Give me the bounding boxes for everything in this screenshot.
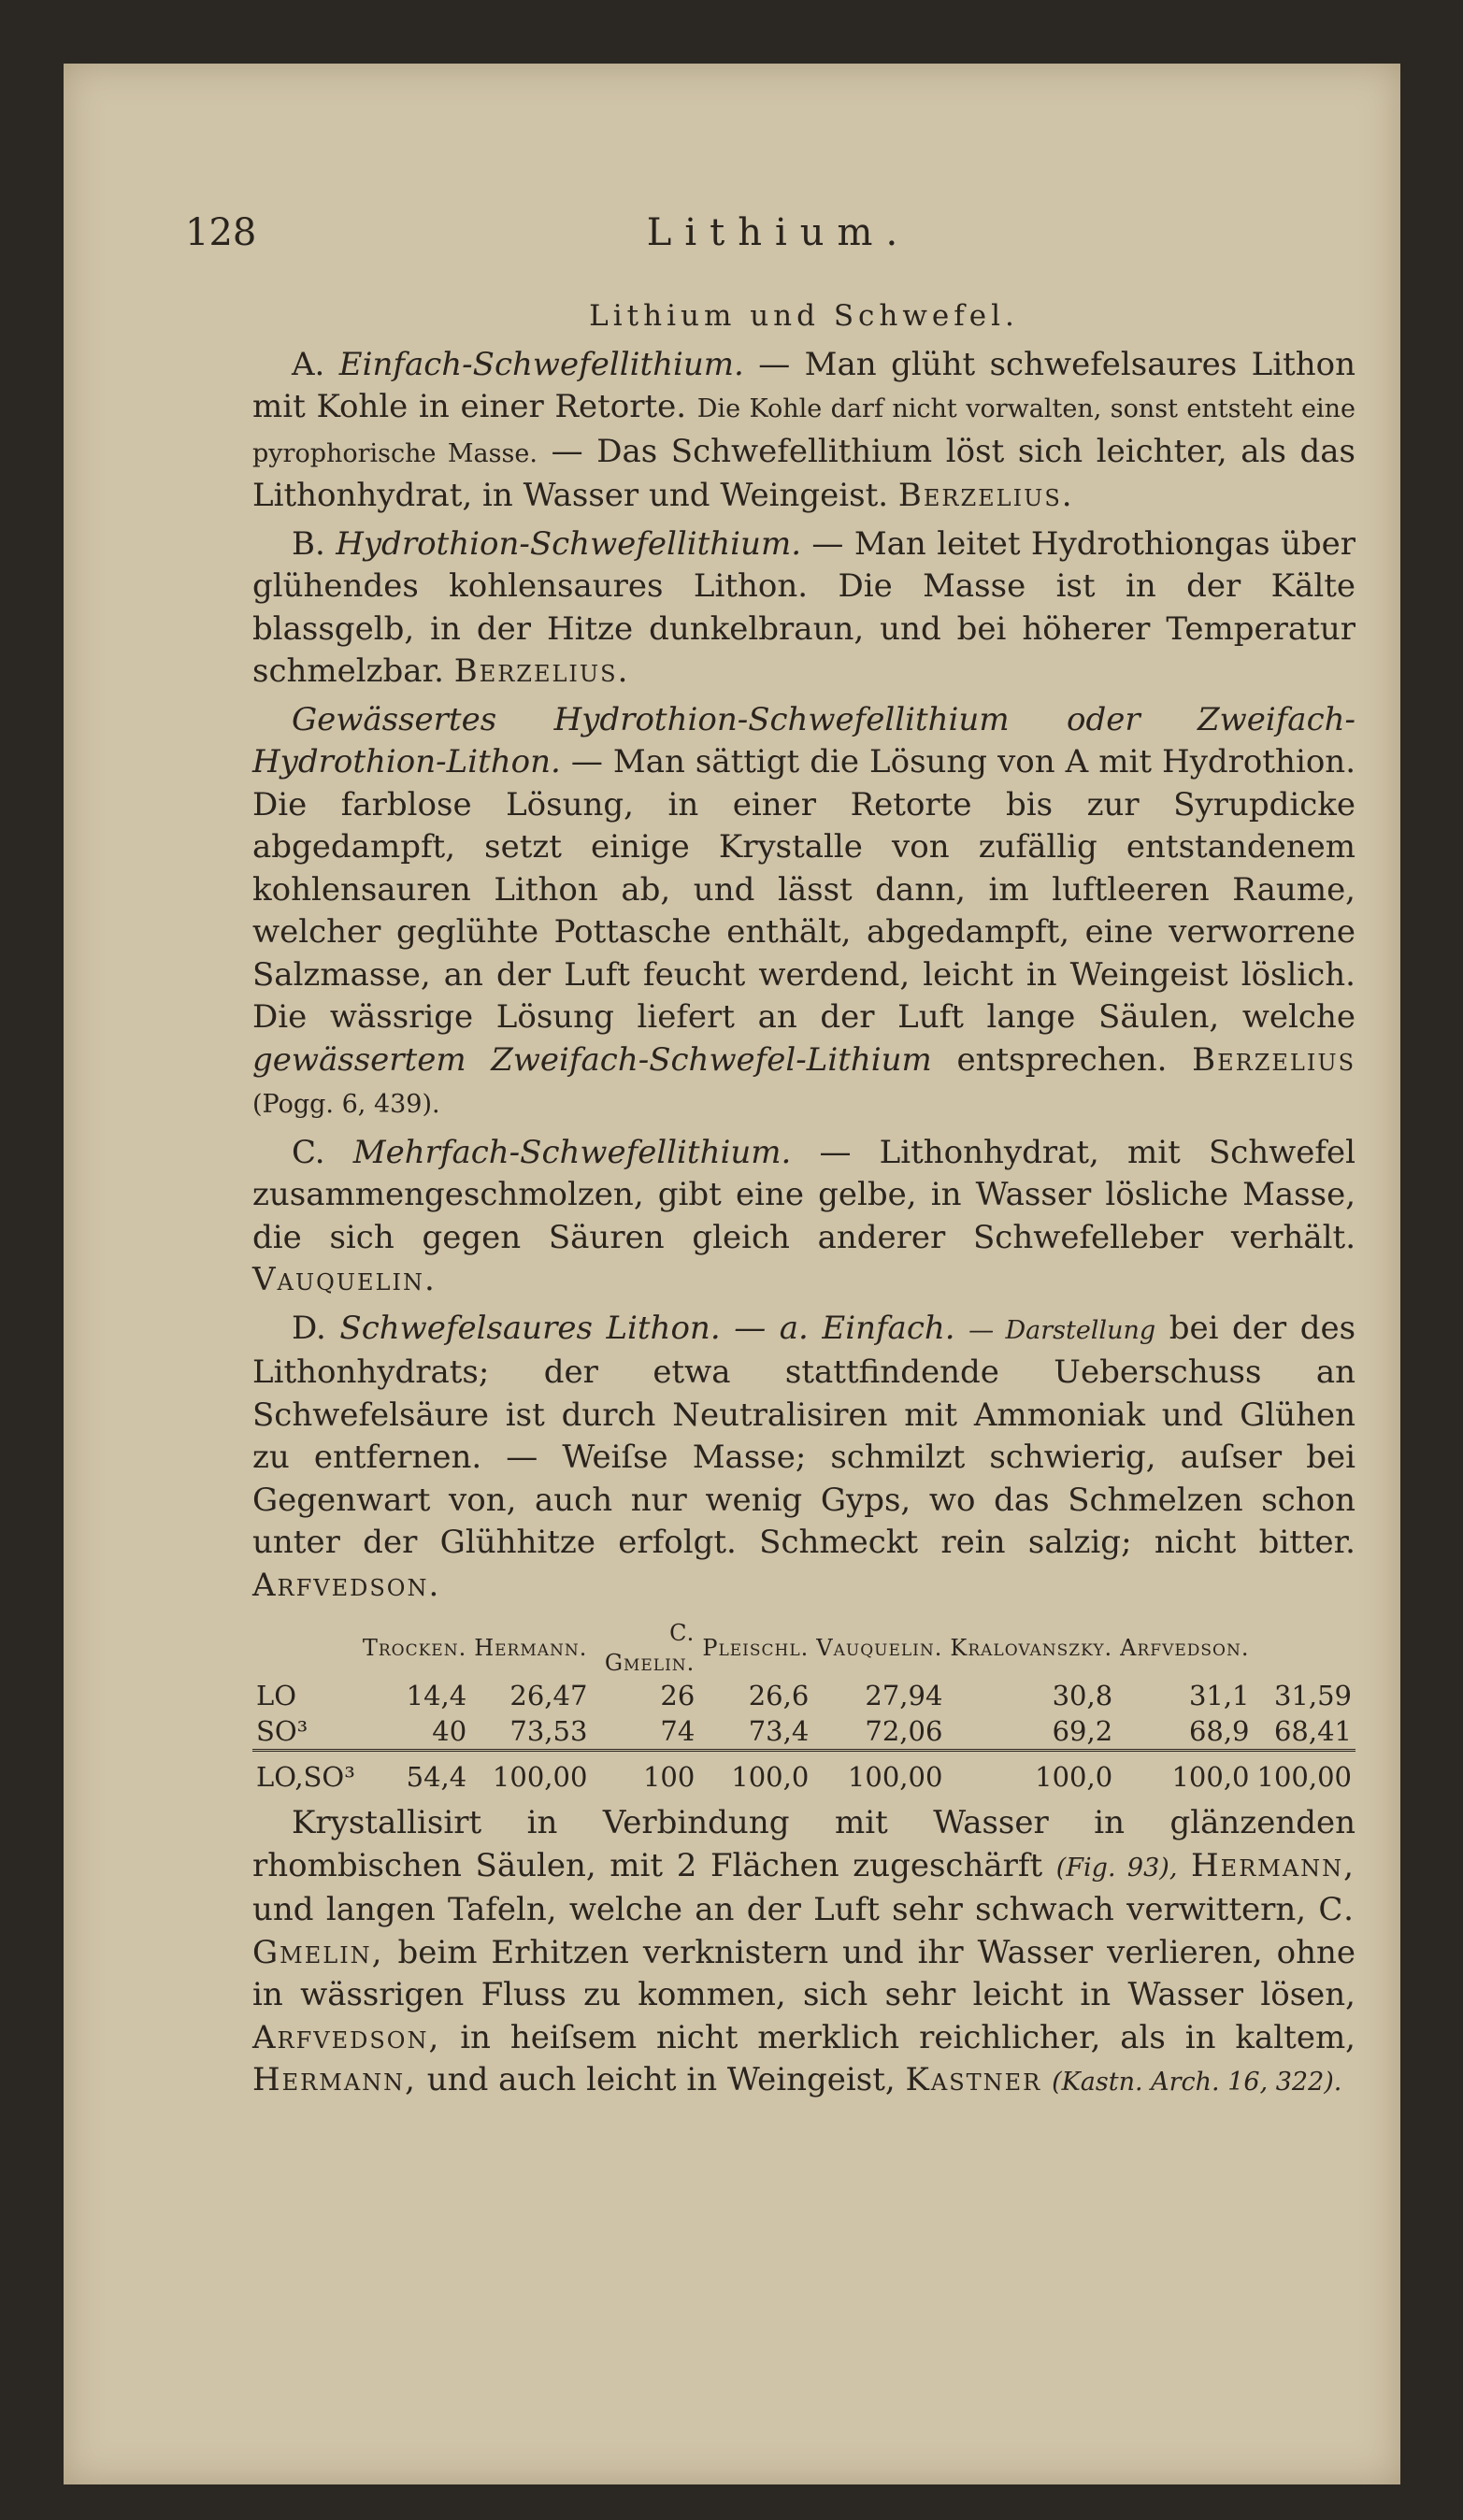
text: — Man leitet Hydrothiongas über glühendes kohlensaures Lithon. Die Masse ist in der Kälte blassgelb, in der Hitze dunkelbraun, und bei höherer Temperatur schmelzbar. bbox=[252, 524, 1355, 690]
table-row bbox=[252, 1713, 1355, 1751]
table-cell: 40 bbox=[432, 1715, 467, 1747]
table-header: C. Gmelin. bbox=[604, 1620, 696, 1676]
table-cell: 68,9 bbox=[1188, 1715, 1250, 1747]
text: — Lithonhydrat, mit Schwefel zusammengeschmolzen, gibt eine gelbe, in Wasser lösliche Masse, die sich gegen Säuren gleich anderer Schwefelleber verhält. bbox=[252, 1133, 1355, 1256]
table-header: Arfvedson. bbox=[1120, 1635, 1250, 1661]
table-cell: 73,53 bbox=[509, 1715, 588, 1747]
author: Vauquelin. bbox=[252, 1261, 437, 1298]
table-cell: 27,94 bbox=[865, 1680, 943, 1711]
table-total-row bbox=[252, 1751, 1355, 1796]
page-body bbox=[252, 295, 1355, 2110]
table-header: Kralovanszky. bbox=[950, 1635, 1113, 1661]
text: — Das Schwefellithium löst sich leichter, als das Lithonhydrat, in Wasser und Weingeist. bbox=[252, 432, 1355, 514]
table-cell: 100,00 bbox=[470, 1751, 591, 1796]
table-cell: 100,0 bbox=[1116, 1751, 1253, 1796]
label: B. bbox=[292, 524, 325, 563]
label: C. bbox=[292, 1133, 325, 1171]
author: Arfvedson, bbox=[252, 2018, 441, 2056]
table-cell: 69,2 bbox=[1052, 1715, 1113, 1747]
table-cell: 100,0 bbox=[698, 1751, 812, 1796]
table-cell: 100,00 bbox=[812, 1751, 946, 1796]
paragraph-b bbox=[252, 523, 1355, 694]
author: Arfvedson. bbox=[252, 1566, 441, 1604]
reference: (Kastn. Arch. 16, 322). bbox=[1052, 2068, 1342, 2097]
table-row bbox=[252, 1678, 1355, 1713]
text: in heiſsem nicht merklich reichlicher, als in kaltem, bbox=[460, 2018, 1355, 2056]
text: bei der des Lithonhydrats; der etwa stattfindende Ueberschuss an Schwefelsäure ist durch Neutralisiren mit Ammoniak und Glühen zu entfernen. — Weiſse Masse; schmilzt schwierig, auſser bei Gegenwart von, auch nur wenig Gyps, wo das Schmelzen schon unter der Glühhitze erfolgt. Schmeckt rein salzig; nicht bitter. bbox=[252, 1309, 1356, 1561]
table-cell: 100,0 bbox=[946, 1751, 1116, 1796]
table-header bbox=[1254, 1618, 1355, 1678]
text: beim Erhitzen verknistern und ihr Wasser verlieren, ohne in wässrigen Fluss zu kommen, sich sehr leicht in Wasser lösen, bbox=[252, 1933, 1355, 2013]
text: entsprechen. bbox=[956, 1040, 1168, 1079]
table-header: Trocken. bbox=[362, 1635, 467, 1661]
section-heading: Lithium und Schwefel. bbox=[589, 299, 1019, 333]
text: — Man sättigt die Lösung von A mit Hydrothion. Die farblose Lösung, in einer Retorte bis zur Syrupdicke abgedampft, setzt einige Krystalle von zufällig entstandenem kohlensauren Lithon ab, und lässt dann, im luftleeren Raume, welcher geglühte Pottasche enthält, abgedampft, eine verworrene Salzmasse, an der Luft feucht werdend, leicht in Weingeist löslich. Die wässrige Lösung liefert an der Luft lange Säulen, welche bbox=[252, 743, 1356, 1036]
table-header: Hermann. bbox=[474, 1635, 588, 1661]
table-header-row bbox=[252, 1618, 1355, 1678]
table-cell: 54,4 bbox=[359, 1751, 470, 1796]
label: D. bbox=[292, 1309, 326, 1347]
text: — Man glüht schwefelsaures Lithon mit Kohle in einer Retorte. bbox=[252, 345, 1355, 425]
paragraph-c bbox=[252, 1132, 1355, 1302]
table-cell: 26 bbox=[660, 1680, 696, 1711]
closing-paragraph bbox=[252, 1802, 1355, 2104]
author: Hermann, bbox=[252, 2061, 417, 2098]
note: — Darstellung bbox=[968, 1315, 1156, 1345]
author: Kastner bbox=[905, 2061, 1042, 2098]
table-cell: 26,47 bbox=[509, 1680, 588, 1711]
table-header bbox=[252, 1618, 359, 1678]
table-cell: 14,4 bbox=[406, 1680, 467, 1711]
text: und langen Tafeln, welche an der Luft sehr schwach verwittern, bbox=[252, 1891, 1307, 1928]
table-cell: 30,8 bbox=[1052, 1680, 1113, 1711]
page-number: 128 bbox=[185, 211, 257, 254]
composition-table bbox=[252, 1618, 1355, 1795]
table-cell: 72,06 bbox=[865, 1715, 943, 1747]
table-cell: 100 bbox=[591, 1751, 698, 1796]
table-cell: 31,1 bbox=[1188, 1680, 1250, 1711]
author: Berzelius. bbox=[897, 477, 1074, 514]
table-cell: LO bbox=[256, 1680, 297, 1711]
author: Hermann, bbox=[1191, 1846, 1355, 1884]
table-header: Pleischl. bbox=[702, 1635, 810, 1661]
figure-reference: (Fig. 93), bbox=[1055, 1853, 1178, 1883]
table-cell: 31,59 bbox=[1273, 1680, 1352, 1711]
subsection: — a. Einfach. bbox=[734, 1309, 955, 1347]
compound-title: Schwefelsaures Lithon. bbox=[339, 1309, 721, 1347]
compound-title: Mehrfach-Schwefellithium. bbox=[352, 1133, 792, 1171]
table-cell: 26,6 bbox=[748, 1680, 810, 1711]
paragraph-a bbox=[252, 344, 1355, 518]
table-cell: 68,41 bbox=[1273, 1715, 1352, 1747]
paragraph-b2 bbox=[252, 699, 1355, 1126]
note: Die Kohle darf nicht vorwalten, sonst entsteht eine pyrophorische Masse. bbox=[252, 394, 1355, 468]
table-cell: 100,00 bbox=[1254, 1751, 1355, 1796]
table-header: Vauquelin. bbox=[816, 1635, 943, 1661]
paragraph-d bbox=[252, 1308, 1355, 1608]
compound-title: Gewässertes Hydrothion-Schwefellithium oder Zweifach-Hydrothion-Lithon. bbox=[252, 700, 1355, 780]
table-cell: 74 bbox=[660, 1715, 696, 1747]
author: Berzelius. bbox=[453, 652, 630, 690]
label: A. bbox=[292, 345, 325, 383]
reference: (Pogg. 6, 439). bbox=[252, 1090, 440, 1119]
page-header bbox=[185, 211, 1372, 267]
author: Berzelius bbox=[1192, 1040, 1356, 1079]
table-cell: 73,4 bbox=[748, 1715, 810, 1747]
text: Krystallisirt in Verbindung mit Wasser in glänzenden rhombischen Säulen, mit 2 Flächen zugeschärft bbox=[252, 1804, 1355, 1884]
compound-title: Einfach-Schwefellithium. bbox=[338, 345, 744, 383]
running-title: Lithium. bbox=[646, 211, 911, 254]
author: C. Gmelin, bbox=[252, 1891, 1355, 1971]
text: und auch leicht in Weingeist, bbox=[426, 2061, 896, 2098]
compound-italic: gewässertem Zweifach-Schwefel-Lithium bbox=[252, 1040, 932, 1079]
compound-title: Hydrothion-Schwefellithium. bbox=[336, 524, 802, 563]
table-cell: SO³ bbox=[256, 1715, 308, 1747]
table-cell: LO,SO³ bbox=[252, 1751, 359, 1796]
